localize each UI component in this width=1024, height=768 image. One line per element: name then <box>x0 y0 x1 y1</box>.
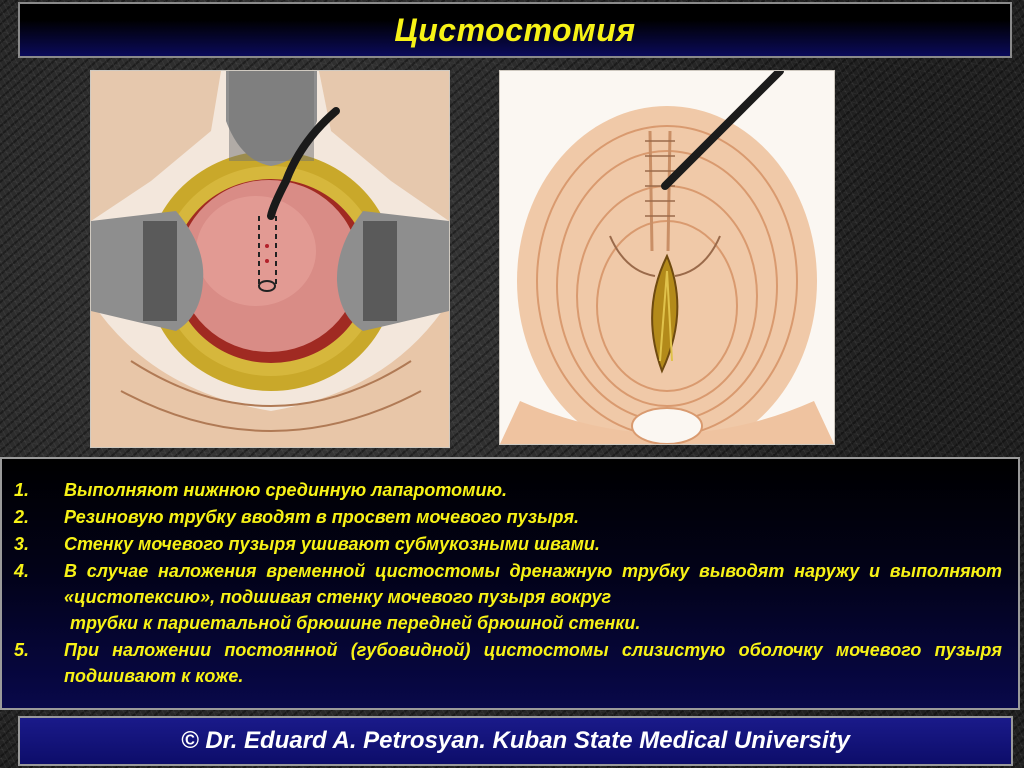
step-text: При наложении постоянной (губовидной) цистостомы слизистую оболочку мочевого пузыря подшивают к коже. <box>64 640 1002 686</box>
footer-bar <box>18 716 1013 766</box>
step-item <box>14 531 1008 557</box>
cystopexy-drawing <box>500 71 834 444</box>
step-text: Стенку мочевого пузыря ушивают субмукозными швами. <box>64 534 600 554</box>
bladder-tube-drawing <box>91 71 449 447</box>
step-text: Резиновую трубку вводят в просвет мочевого пузыря. <box>64 507 580 527</box>
slide-title: Цистостомия <box>394 11 636 48</box>
step-number: 3. <box>14 534 30 554</box>
step-item <box>14 477 1008 503</box>
figure-left-bladder <box>90 70 450 448</box>
step-text: Выполняют нижнюю срединную лапаротомию. <box>64 480 508 500</box>
step-number: 4. <box>14 561 30 581</box>
slide-title-bar <box>18 2 1012 58</box>
step-number: 2. <box>14 507 30 527</box>
footer-copyright: © Dr. Eduard A. Petrosyan. Kuban State Medical University <box>181 727 850 754</box>
step-item <box>14 637 1008 689</box>
steps-list <box>14 477 1008 689</box>
step-text: В случае наложения временной цистостомы дренажную трубку выводят наружу и выполняют «цистопексию», подшивая стенку мочевого пузыря вокруг <box>64 561 1002 607</box>
steps-panel <box>0 457 1020 710</box>
figure-right-cystopexy <box>499 70 835 445</box>
step-item <box>14 558 1008 636</box>
step-text-continuation: трубки к париетальной брюшине передней брюшной стенки. <box>70 613 641 633</box>
step-number: 1. <box>14 480 30 500</box>
step-text-group <box>64 558 1008 636</box>
step-number: 5. <box>14 640 30 660</box>
step-item <box>14 504 1008 530</box>
